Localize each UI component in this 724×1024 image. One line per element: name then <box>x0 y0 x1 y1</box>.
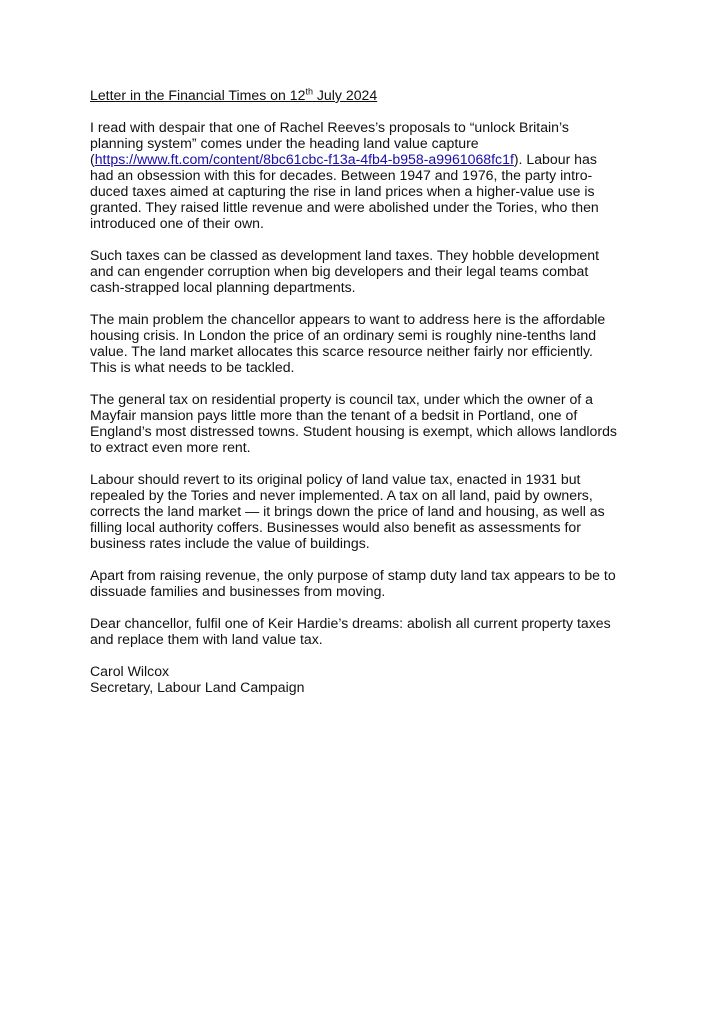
text-line: and replace them with land value tax. <box>90 631 323 647</box>
link-prefix: ( <box>90 151 95 167</box>
text-line: housing crisis. In London the price of an ordinary semi is roughly nine-tenths land <box>90 327 597 343</box>
text-line: had an obsession with this for decades. Between 1947 and 1976, the party intro- <box>90 167 593 183</box>
text-line: granted. They raised little revenue and were abolished under the Tories, who then <box>90 199 599 215</box>
paragraph-2 <box>90 247 650 295</box>
text-line: Such taxes can be classed as development land taxes. They hobble development <box>90 247 600 263</box>
ft-article-link[interactable]: https://www.ft.com/content/8bc61cbc-f13a-4fb4-b958-a9961068fc1f <box>94 151 514 167</box>
text-line: cash-strapped local planning departments. <box>90 279 356 295</box>
signature-block <box>90 663 650 695</box>
signature-name: Carol Wilcox <box>90 663 170 679</box>
letter-heading <box>90 87 650 103</box>
text-line: to extract even more rent. <box>90 439 251 455</box>
text-line: duced taxes aimed at capturing the rise in land prices when a higher-value use is <box>90 183 595 199</box>
text-line: Mayfair mansion pays little more than the tenant of a bedsit in Portland, one of <box>90 407 578 423</box>
text-line: This is what needs to be tackled. <box>90 359 295 375</box>
text-line: I read with despair that one of Rachel Reeves’s proposals to “unlock Britain’s <box>90 119 569 135</box>
paragraph-4 <box>90 391 650 455</box>
text-line: filling local authority coffers. Businesses would also benefit as assessments for <box>90 519 581 535</box>
paragraph-5 <box>90 471 650 551</box>
letter-page <box>90 87 650 695</box>
text-line: The main problem the chancellor appears to want to address here is the affordable <box>90 311 606 327</box>
text-line: Dear chancellor, fulfil one of Keir Hardie’s dreams: abolish all current property taxes <box>90 615 611 631</box>
heading-superscript: th <box>305 86 313 97</box>
paragraph-3 <box>90 311 650 375</box>
paragraph-6 <box>90 567 650 599</box>
text-line: Apart from raising revenue, the only purpose of stamp duty land tax appears to be to <box>90 567 616 583</box>
text-line: Labour should revert to its original policy of land value tax, enacted in 1931 but <box>90 471 581 487</box>
text-line: The general tax on residential property is council tax, under which the owner of a <box>90 391 593 407</box>
paragraph-1 <box>90 119 650 231</box>
text-line: dissuade families and businesses from moving. <box>90 583 386 599</box>
link-suffix: ). Labour has <box>513 151 597 167</box>
text-line: corrects the land market — it brings down the price of land and housing, as well as <box>90 503 605 519</box>
text-line: England’s most distressed towns. Student housing is exempt, which allows landlords <box>90 423 617 439</box>
heading-text-end: July 2024 <box>312 87 378 103</box>
heading-text: Letter in the Financial Times on 12 <box>90 87 306 103</box>
signature-title: Secretary, Labour Land Campaign <box>90 679 305 695</box>
text-line: introduced one of their own. <box>90 215 264 231</box>
text-line: planning system” comes under the heading land value capture <box>90 135 479 151</box>
paragraph-7 <box>90 615 650 647</box>
text-line: value. The land market allocates this scarce resource neither fairly nor efficiently. <box>90 343 593 359</box>
text-line: and can engender corruption when big developers and their legal teams combat <box>90 263 589 279</box>
text-line: business rates include the value of buildings. <box>90 535 370 551</box>
text-line-with-link <box>90 151 650 167</box>
text-line: repealed by the Tories and never implemented. A tax on all land, paid by owners, <box>90 487 593 503</box>
